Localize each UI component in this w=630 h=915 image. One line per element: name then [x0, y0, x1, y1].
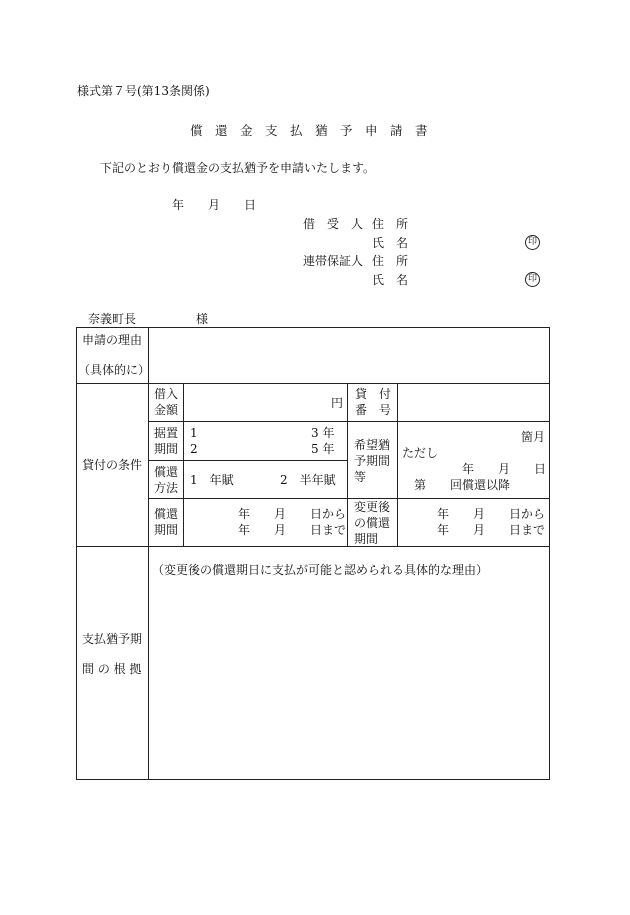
repay-method-annual[interactable]: 1 年賦 — [190, 473, 234, 487]
desired-months[interactable]: 箇月 — [521, 430, 546, 444]
changed-period-from[interactable]: 年 月 日から — [437, 507, 546, 521]
basis-input[interactable] — [150, 582, 548, 777]
desired-period-label-3: 等 — [354, 470, 367, 484]
borrower-label: 借 受 人 — [303, 217, 364, 231]
loan-number-label: 貸 付 — [355, 387, 392, 401]
intro-text: 下記のとおり償還金の支払猶予を申請いたします。 — [100, 161, 376, 175]
repay-period-label: 償還 — [154, 507, 179, 521]
addressee-honorific: 様 — [196, 312, 209, 326]
changed-period-label: 変更後 — [354, 500, 391, 514]
guarantor-seal-icon: 印 — [525, 272, 540, 287]
repay-method-label-2: 方法 — [154, 481, 179, 495]
guarantor-label: 連帯保証人 — [303, 254, 364, 268]
loan-amount-label: 借入 — [154, 387, 179, 401]
page-title: 償 還 金 支 払 猶 予 申 請 書 — [190, 123, 428, 138]
borrower-name-label: 氏 名 — [372, 236, 409, 250]
repay-method-semiannual[interactable]: 2 半年賦 — [280, 473, 336, 487]
reason-input[interactable] — [150, 329, 548, 382]
basis-label: 支払猶予期 — [82, 632, 143, 646]
deferment-option-1-number[interactable]: 1 — [190, 426, 198, 440]
deferment-label: 据置 — [154, 426, 179, 440]
guarantor-name-label: 氏 名 — [372, 273, 409, 287]
reason-label-sub: （具体的に） — [78, 363, 151, 377]
borrower-address-label: 住 所 — [372, 217, 409, 231]
loan-number-label-2: 番 号 — [355, 403, 392, 417]
desired-period-label: 希望猶 — [354, 438, 391, 452]
loan-amount-input[interactable] — [185, 385, 325, 420]
form-number: 様式第７号(第13条関係) — [77, 84, 210, 98]
changed-period-to[interactable]: 年 月 日まで — [437, 523, 546, 537]
repay-period-from[interactable]: 年 月 日から — [238, 507, 347, 521]
yen-unit: 円 — [331, 396, 344, 410]
changed-period-label-3: 期間 — [354, 532, 379, 546]
desired-date[interactable]: 年 月 日 — [462, 462, 547, 476]
desired-tadashi: ただし — [402, 446, 439, 460]
deferment-option-1-value[interactable]: 3 年 — [311, 426, 335, 440]
deferment-option-2-value[interactable]: 5 年 — [311, 442, 335, 456]
basis-label-2: 間 の 根 拠 — [82, 662, 142, 676]
changed-period-label-2: の償還 — [354, 516, 391, 530]
basis-note: （変更後の償還期日に支払が可能と認められる具体的な理由） — [152, 563, 489, 577]
repay-period-to[interactable]: 年 月 日まで — [238, 523, 347, 537]
application-date: 年 月 日 — [172, 198, 257, 212]
deferment-option-2-number[interactable]: 2 — [190, 442, 198, 456]
addressee-mayor: 奈義町長 — [88, 312, 137, 326]
borrower-seal-icon: 印 — [525, 235, 540, 250]
reason-label: 申請の理由 — [82, 333, 143, 347]
loan-number-input[interactable] — [399, 385, 548, 420]
guarantor-address-label: 住 所 — [372, 254, 409, 268]
desired-from-installment[interactable]: 第 回償還以降 — [414, 478, 511, 492]
loan-amount-label-2: 金額 — [154, 403, 179, 417]
desired-period-label-2: 予期間 — [354, 454, 391, 468]
repay-method-label: 償還 — [154, 465, 179, 479]
deferment-label-2: 期間 — [154, 442, 179, 456]
conditions-label: 貸付の条件 — [82, 458, 143, 472]
repay-period-label-2: 期間 — [154, 523, 179, 537]
